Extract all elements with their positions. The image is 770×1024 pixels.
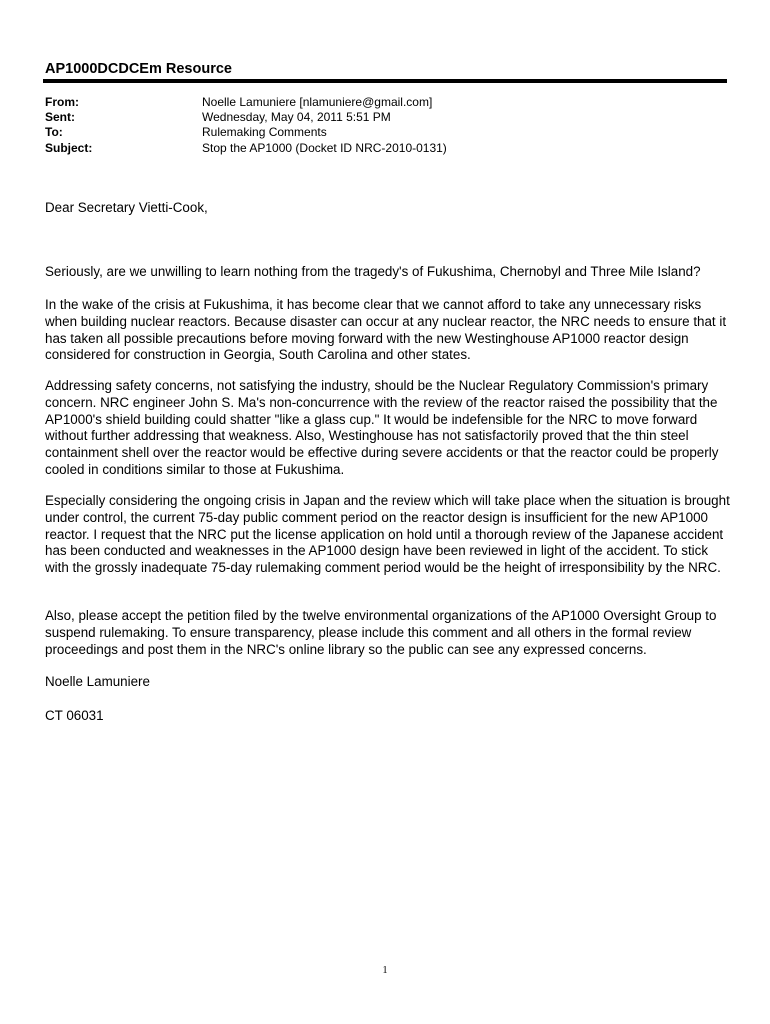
from-value: Noelle Lamuniere [nlamuniere@gmail.com] (202, 95, 433, 109)
to-label: To: (45, 125, 63, 140)
to-value: Rulemaking Comments (202, 125, 327, 140)
from-row (45, 95, 447, 110)
subject-value: Stop the AP1000 (Docket ID NRC-2010-0131) (202, 140, 447, 155)
signature-name: Noelle Lamuniere (45, 674, 150, 689)
page-title: AP1000DCDCEm Resource (45, 61, 232, 77)
body-paragraph-3: Addressing safety concerns, not satisfying the industry, should be the Nuclear Regulatory Commission's primary concern. NRC engineer John S. Ma's non-concurrence with the review of the reactor raised the possibility that the AP1000's shield building could shatter "like a glass cup." It would be indefensible for the NRC to move forward without further addressing that weakness. Also, Westinghouse has not satisfactorily proved that the thin steel containment shell over the reactor would be effective during severe accidents or that the reactor could be properly cooled in conditions similar to those at Fukushima. (45, 378, 719, 477)
sent-row (45, 110, 447, 125)
body-paragraph-4: Especially considering the ongoing crisis in Japan and the review which will take place when the situation is brought under control, the current 75-day public comment period on the reactor design is insufficient for the new AP1000 reactor. I request that the NRC put the license application on hold until a thorough review of the Japanese accident has been conducted and weaknesses in the AP1000 design have been reviewed in light of the accident. To stick with the grossly inadequate 75-day rulemaking comment period would be the height of irresponsibility by the NRC. (45, 493, 730, 576)
to-row (45, 125, 447, 140)
subject-label: Subject: (45, 140, 93, 155)
sent-value: Wednesday, May 04, 2011 5:51 PM (202, 110, 391, 125)
body-paragraph-1: Seriously, are we unwilling to learn nothing from the tragedy's of Fukushima, Chernobyl and Three Mile Island? (45, 264, 701, 279)
subject-row (45, 141, 447, 156)
sent-label: Sent: (45, 110, 75, 125)
page-number: 1 (382, 965, 388, 976)
from-label: From: (45, 95, 79, 109)
signature-location: CT 06031 (45, 708, 104, 723)
email-header (45, 95, 447, 156)
salutation: Dear Secretary Vietti-Cook, (45, 200, 208, 215)
body-paragraph-2: In the wake of the crisis at Fukushima, it has become clear that we cannot afford to take any unnecessary risks when building nuclear reactors. Because disaster can occur at any nuclear reactor, the NRC needs to ensure that it has taken all possible precautions before moving forward with the new Westinghouse AP1000 reactor design considered for construction in Georgia, South Carolina and other states. (45, 297, 727, 363)
title-divider (43, 79, 727, 83)
body-paragraph-5: Also, please accept the petition filed by the twelve environmental organizations of the AP1000 Oversight Group to suspend rulemaking. To ensure transparency, please include this comment and all others in the formal review proceedings and post them in the NRC's online library so the public can see any expressed concerns. (45, 608, 717, 657)
